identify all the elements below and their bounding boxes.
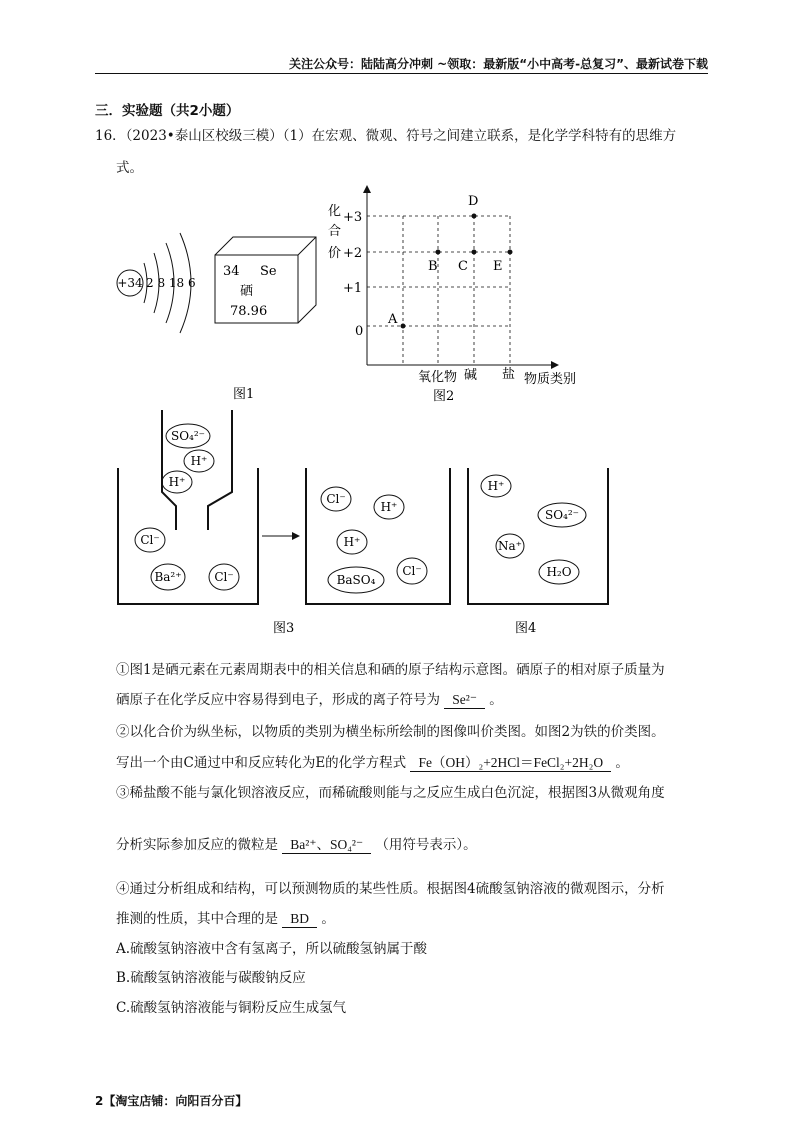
figure-3-4 <box>110 410 610 640</box>
y-axis-label-3: 价 <box>328 246 342 261</box>
page-header: 关注公众号：陆陆高分冲刺 ~领取：最新版“小中高考-总复习”、最新试卷下载 <box>289 57 708 71</box>
section-title: 三．实验题（共2小题） <box>95 103 240 119</box>
atom-structure-diagram <box>117 233 196 333</box>
x-category-salt: 盐 <box>502 367 516 382</box>
item-2-end: 。 <box>615 755 629 771</box>
item-3-prompt: 分析实际参加反应的微粒是 <box>116 837 278 853</box>
beaker-1-ions <box>135 424 239 590</box>
element-symbol: Se <box>260 264 277 279</box>
item-1-answer: Se²⁻ <box>444 692 485 709</box>
figure-4-caption: 图4 <box>515 621 537 636</box>
item-4-answer: BD <box>282 911 317 928</box>
element-name: 硒 <box>240 284 254 299</box>
point-label-a: A <box>388 312 398 327</box>
item-1-line-2 <box>116 688 503 709</box>
item-2-line-1: ②以化合价为纵坐标，以物质的类别为横坐标所绘制的图像叫价类图。如图2为铁的价类图。 <box>116 724 665 740</box>
item-2-answer: Fe（OH）₂+2HCl＝FeCl₂+2H₂O <box>410 751 611 772</box>
point-c <box>472 250 477 255</box>
fig4-ion-na: Na⁺ <box>498 539 522 553</box>
item-4-end: 。 <box>321 911 335 927</box>
x-category-oxide: 氧化物 <box>418 370 458 385</box>
point-label-b: B <box>428 259 438 274</box>
beaker2-ion-cl1: Cl⁻ <box>326 492 346 506</box>
item-3-line-1: ③稀盐酸不能与氯化钡溶液反应，而稀硫酸则能与之反应生成白色沉淀，根据图3从微观角度 <box>116 785 665 801</box>
point-e <box>508 250 513 255</box>
option-c: C.硫酸氢钠溶液能与铜粉反应生成氢气 <box>116 1000 347 1016</box>
fig4-ion-h: H⁺ <box>487 479 505 493</box>
figure-2-caption: 图2 <box>433 389 455 404</box>
beaker1-ion-cl1: Cl⁻ <box>140 533 160 547</box>
item-3-line-2 <box>116 833 477 854</box>
beaker2-precipitate: BaSO₄ <box>336 573 376 587</box>
y-axis-label-1: 化 <box>328 204 342 219</box>
item-3-end: （用符号表示）。 <box>375 837 477 853</box>
page-footer: 2【淘宝店铺：向阳百分百】 <box>95 1094 248 1108</box>
figure-3-caption: 图3 <box>273 621 295 636</box>
beaker1-ion-cl2: Cl⁻ <box>214 570 234 584</box>
beaker1-ion-ba: Ba²⁺ <box>154 570 182 584</box>
beaker-2 <box>306 468 450 604</box>
beaker-3-ions <box>481 475 586 584</box>
item-4-prompt: 推测的性质，其中合理的是 <box>116 911 278 927</box>
figure-1-2 <box>100 185 620 405</box>
item-2-prompt: 写出一个由C通过中和反应转化为E的化学方程式 <box>116 755 407 771</box>
beaker2-ion-cl2: Cl⁻ <box>402 564 422 578</box>
funnel-ion-sulfate: SO₄²⁻ <box>170 429 206 443</box>
electron-shells: 2 8 18 6 <box>146 276 196 290</box>
point-label-c: C <box>458 259 468 274</box>
x-axis-label: 物质类别 <box>524 372 577 387</box>
valence-chart <box>328 185 576 387</box>
funnel-ion-h2: H⁺ <box>168 475 186 489</box>
nucleus-charge: +34 <box>117 276 143 290</box>
item-4-line-1: ④通过分析组成和结构，可以预测物质的某些性质。根据图4硫酸氢钠溶液的微观图示，分析 <box>116 881 665 897</box>
option-b: B.硫酸氢钠溶液能与碳酸钠反应 <box>116 970 306 986</box>
beaker2-ion-h1: H⁺ <box>380 500 398 514</box>
item-3-answer: Ba²⁺、SO₄²⁻ <box>282 833 371 854</box>
tick-zero: 0 <box>355 324 364 339</box>
beaker-2-ions <box>321 487 427 593</box>
atomic-number: 34 <box>223 264 240 279</box>
question-line-2: 式。 <box>116 160 143 176</box>
point-d <box>472 214 477 219</box>
atomic-mass: 78.96 <box>230 304 268 319</box>
item-2-line-2 <box>116 751 629 772</box>
point-label-d: D <box>468 194 479 209</box>
option-a: A.硫酸氢钠溶液中含有氢离子，所以硫酸氢钠属于酸 <box>116 941 428 957</box>
element-card <box>215 237 316 323</box>
fig4-ion-sulfate: SO₄²⁻ <box>544 508 580 522</box>
item-4-line-2 <box>116 907 335 928</box>
fig4-h2o: H₂O <box>546 565 572 579</box>
beaker2-ion-h2: H⁺ <box>343 535 361 549</box>
item-1-line-1: ①图1是硒元素在元素周期表中的相关信息和硒的原子结构示意图。硒原子的相对原子质量为 <box>116 662 665 678</box>
x-category-base: 碱 <box>464 368 478 383</box>
y-axis-label-2: 合 <box>328 224 342 239</box>
header-divider <box>95 73 708 74</box>
tick-plus1: +1 <box>343 281 363 296</box>
question-line-1: 16．（2023•泰山区校级三模）（1）在宏观、微观、符号之间建立联系，是化学学科特有的思维方 <box>95 128 677 144</box>
figure-1-caption: 图1 <box>233 387 255 402</box>
item-1-prompt: 硒原子在化学反应中容易得到电子，形成的离子符号为 <box>116 692 440 708</box>
tick-plus3: +3 <box>343 210 363 225</box>
item-1-end: 。 <box>489 692 503 708</box>
point-label-e: E <box>493 259 503 274</box>
point-a <box>401 324 406 329</box>
funnel-ion-h1: H⁺ <box>190 454 208 468</box>
tick-plus2: +2 <box>343 246 363 261</box>
point-b <box>436 250 441 255</box>
